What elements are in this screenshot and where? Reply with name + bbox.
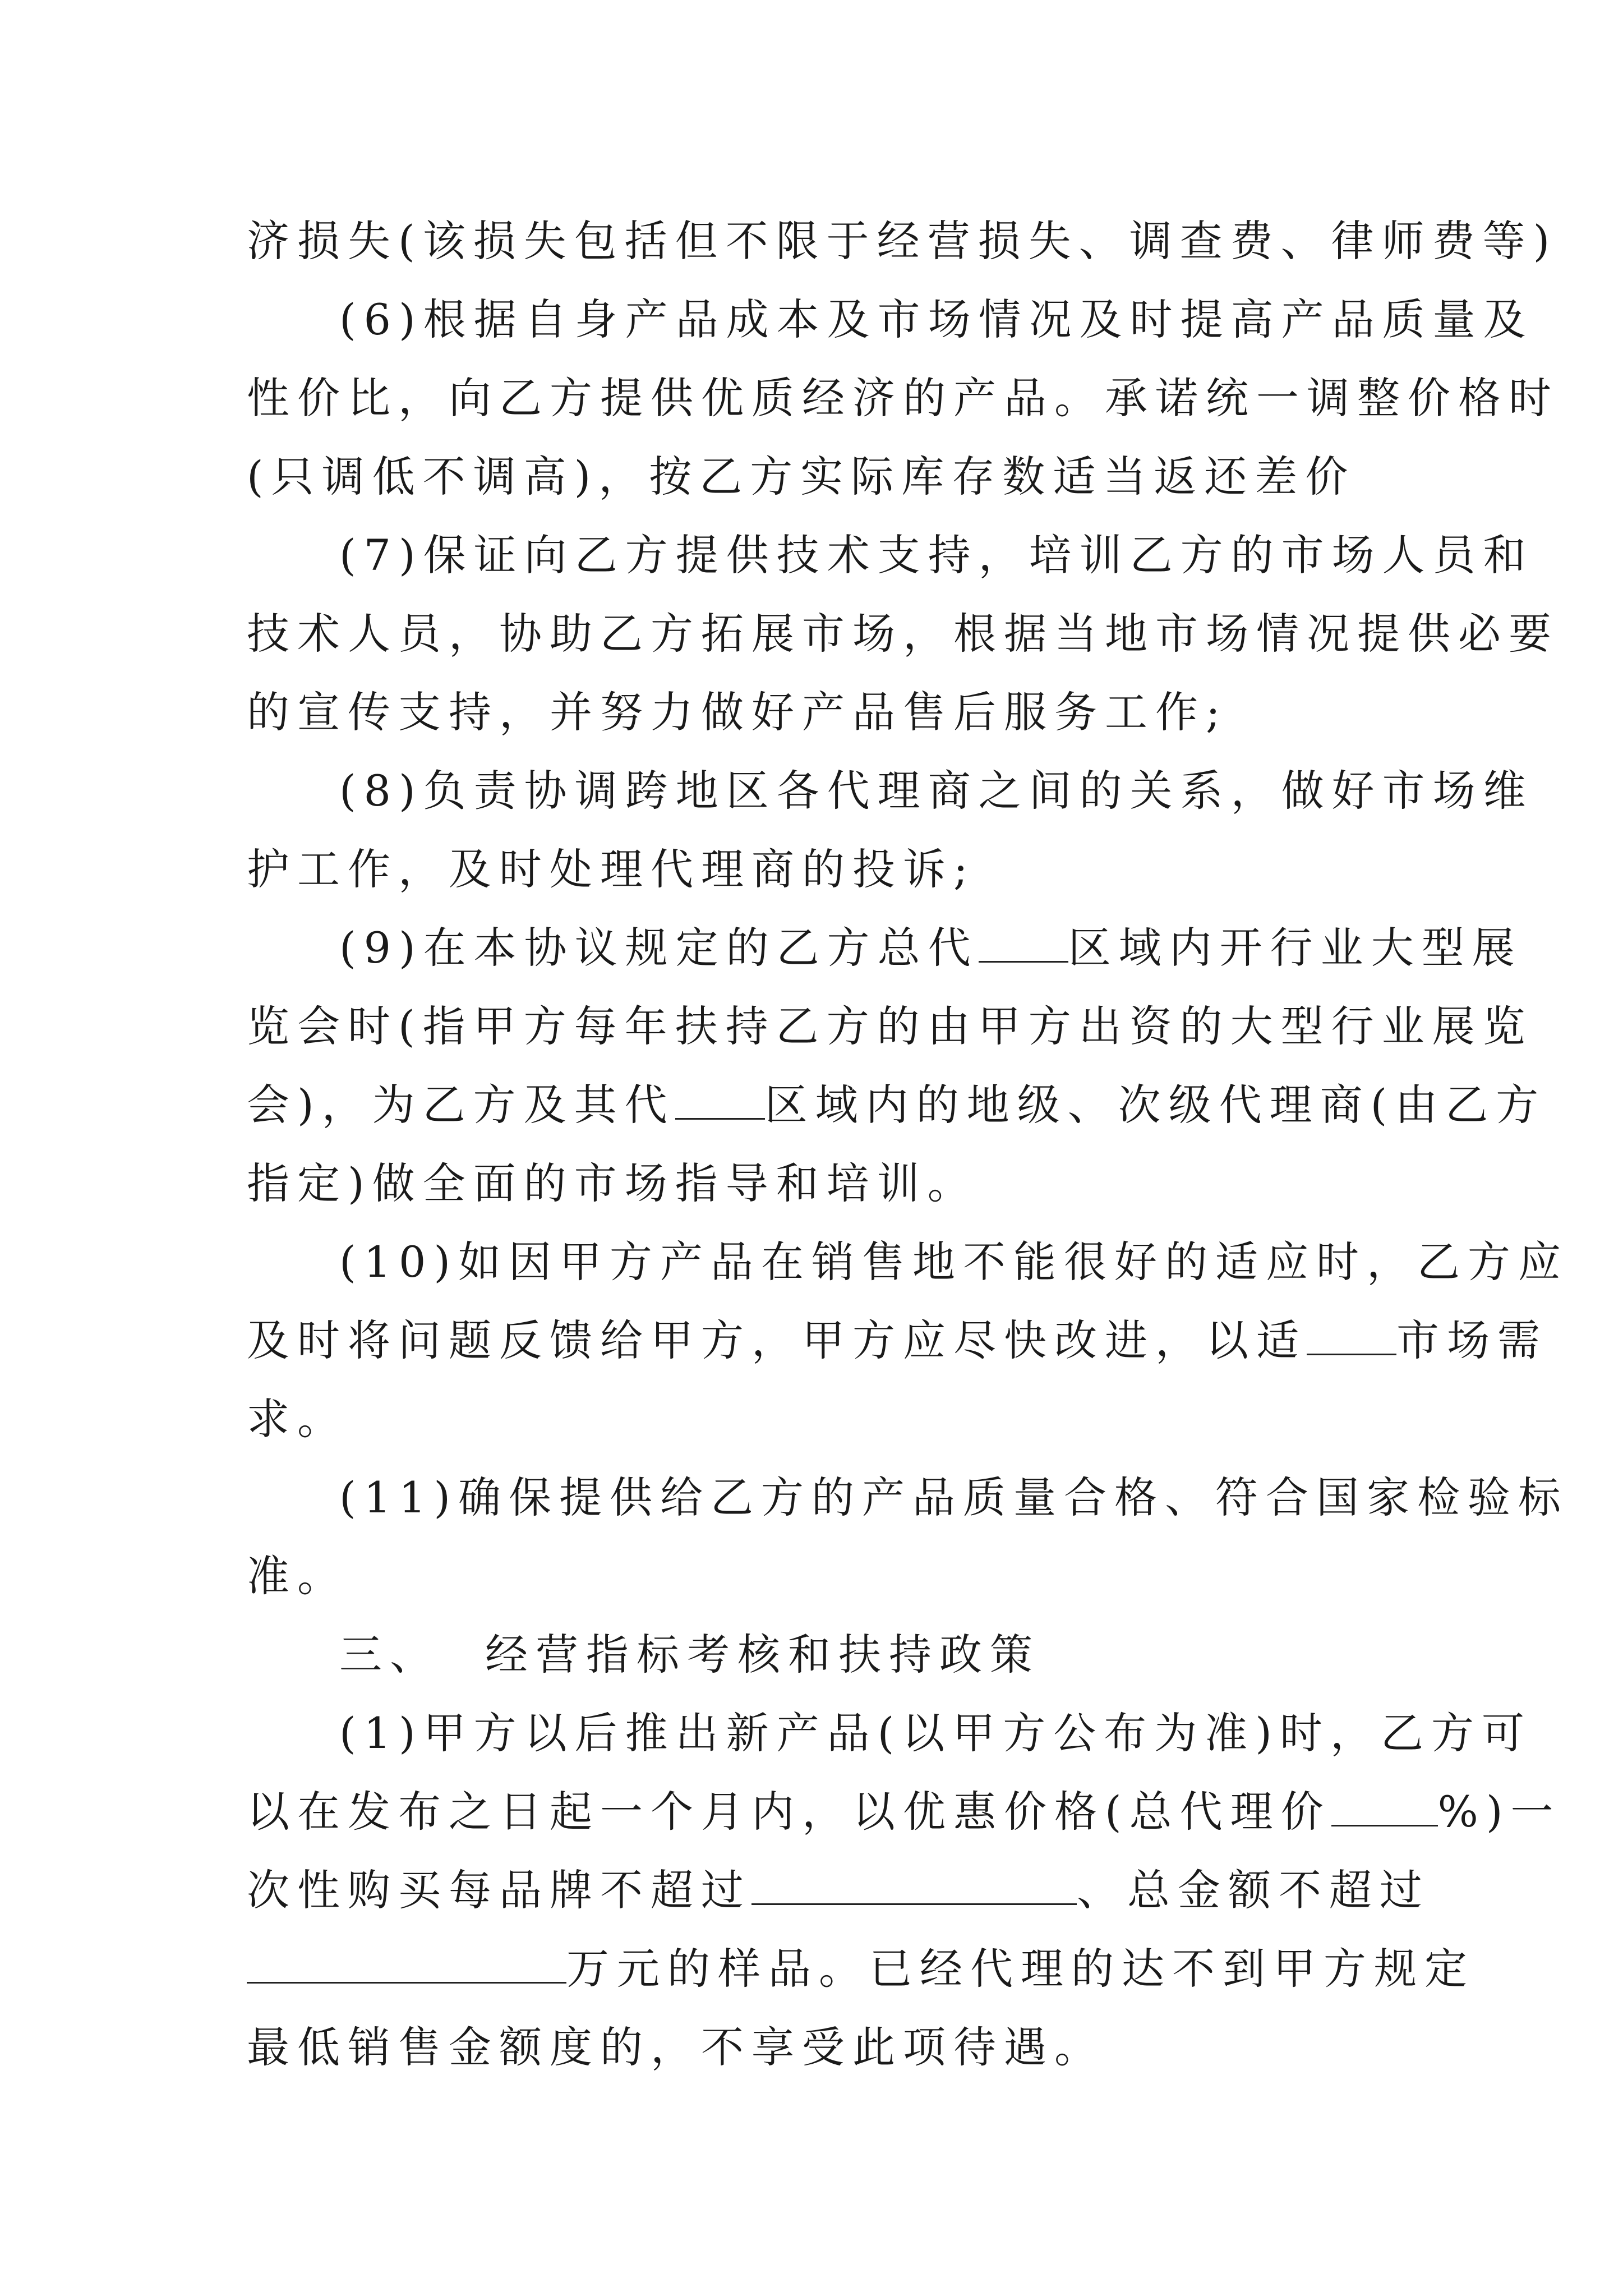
text-line	[247, 1851, 1430, 1930]
text-line	[247, 1301, 1548, 1380]
line-text: 最低销售金额度的，不享受此项待遇。	[247, 2022, 1105, 2072]
line-text: 技术人员，协助乙方拓展市场，根据当地市场情况提供必要	[247, 609, 1559, 659]
line-text: (10)如因甲方产品在销售地不能很好的适应时，乙方应	[339, 1237, 1569, 1287]
text-line	[247, 1537, 348, 1616]
paragraph-10-start	[339, 1223, 1569, 1301]
paragraph-8-start	[339, 752, 1534, 830]
line-text: 以在发布之日起一个月内，以优惠价格(总代理价	[247, 1787, 1331, 1837]
line-text: 济损失(该损失包括但不限于经营损失、调查费、律师费等)	[247, 216, 1558, 266]
text-line	[247, 359, 1559, 438]
line-text: 区域内的地级、次级代理商(由乙方	[764, 1080, 1547, 1130]
text-line	[247, 1380, 348, 1458]
fill-in-blank	[979, 927, 1068, 963]
line-text: (7)保证向乙方提供技术支持，培训乙方的市场人员和	[339, 530, 1534, 580]
line-text: 准。	[247, 1551, 348, 1601]
line-text: 性价比，向乙方提供优质经济的产品。承诺统一调整价格时	[247, 373, 1559, 423]
fill-in-blank	[1331, 1791, 1438, 1826]
text-line	[247, 2008, 1105, 2087]
line-text: %)一	[1437, 1787, 1561, 1837]
text-line	[247, 987, 1533, 1066]
section-number: 三、	[339, 1630, 440, 1680]
paragraph-1-start	[339, 1694, 1532, 1773]
line-text: 次性购买每品牌不超过	[247, 1865, 751, 1915]
section-title: 经营指标考核和扶持政策	[485, 1630, 1040, 1680]
text-line	[247, 1930, 1475, 2008]
fill-in-blank	[675, 1084, 765, 1120]
line-text: 护工作，及时处理代理商的投诉;	[247, 844, 976, 894]
text-line	[247, 1773, 1561, 1851]
fill-in-blank	[1307, 1320, 1396, 1355]
line-text: (1)甲方以后推出新产品(以甲方公布为准)时，乙方可	[339, 1708, 1532, 1758]
text-line	[247, 830, 976, 909]
text-line	[247, 595, 1559, 673]
text-line	[247, 202, 1557, 280]
fill-in-blank	[247, 1948, 566, 1984]
line-text: 市场需	[1396, 1315, 1548, 1365]
text-line	[247, 438, 1355, 516]
section-heading	[339, 1616, 1040, 1694]
text-line	[247, 1066, 1546, 1144]
paragraph-6-start	[339, 280, 1534, 359]
line-text: 、总金额不超过	[1077, 1865, 1430, 1915]
line-text: 求。	[247, 1394, 348, 1444]
line-text: (6)根据自身产品成本及市场情况及时提高产品质量及	[339, 295, 1534, 344]
paragraph-7-start	[339, 516, 1534, 595]
paragraph-11-start	[339, 1458, 1569, 1537]
line-text: 区域内开行业大型展	[1068, 923, 1523, 973]
paragraph-9-start	[339, 909, 1523, 987]
line-text: (11)确保提供给乙方的产品质量合格、符合国家检验标	[339, 1473, 1569, 1522]
line-text: (9)在本协议规定的乙方总代	[339, 923, 979, 973]
line-text: 万元的样品。已经代理的达不到甲方规定	[566, 1944, 1475, 1994]
line-text: 的宣传支持，并努力做好产品售后服务工作;	[247, 687, 1228, 737]
text-line	[247, 673, 1228, 752]
line-text: 览会时(指甲方每年扶持乙方的由甲方出资的大型行业展览	[247, 1001, 1533, 1051]
text-line	[247, 1144, 978, 1223]
fill-in-blank	[751, 1870, 1077, 1905]
line-text: (8)负责协调跨地区各代理商之间的关系，做好市场维	[339, 766, 1534, 816]
line-text: 及时将问题反馈给甲方，甲方应尽快改进，以适	[247, 1315, 1307, 1365]
line-text: 指定)做全面的市场指导和培训。	[247, 1158, 978, 1208]
line-text: (只调低不调高)，按乙方实际库存数适当返还差价	[247, 452, 1356, 501]
line-text: 会)，为乙方及其代	[247, 1080, 675, 1130]
